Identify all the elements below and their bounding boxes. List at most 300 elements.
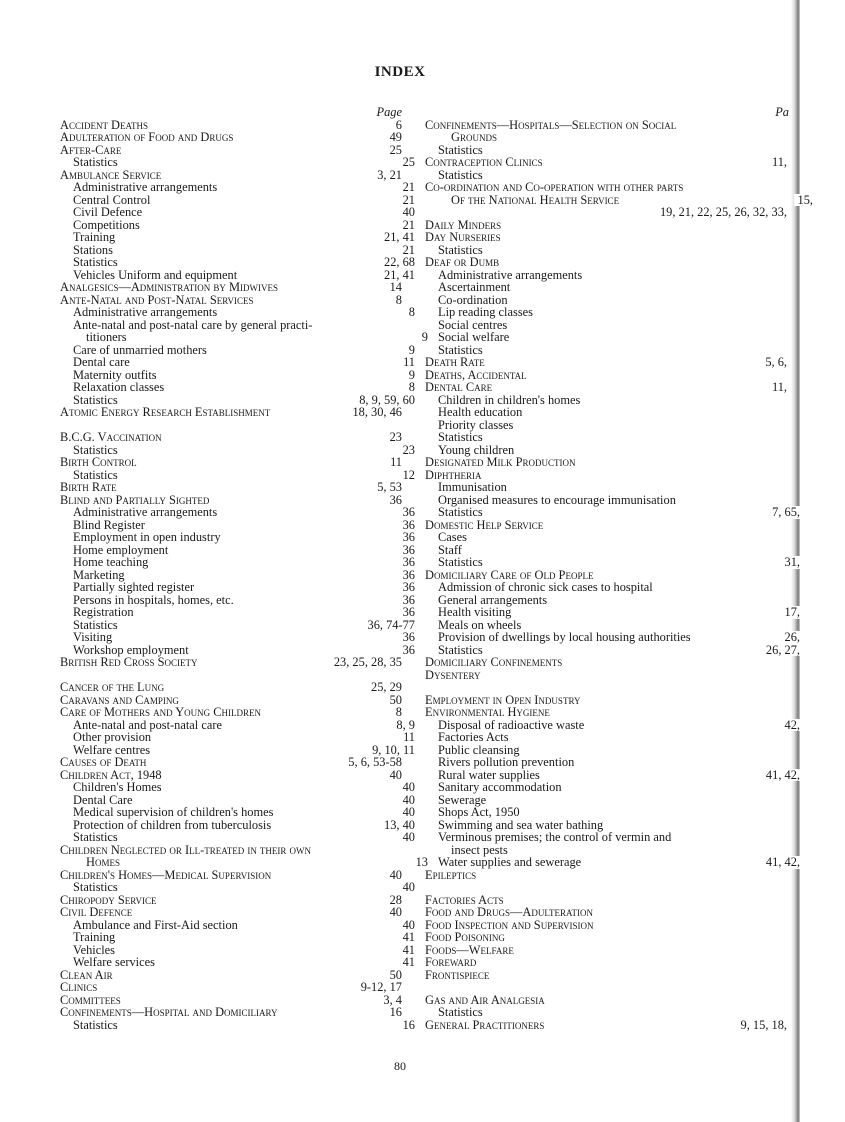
entry-label: Food Poisoning <box>425 930 505 944</box>
entry-page-refs: 22, 68 <box>380 256 415 269</box>
entry-page-refs: 5, 6, 53-58 <box>344 756 402 769</box>
entry-label: Blind Register <box>73 517 145 532</box>
entry-label: Vehicles Uniform and equipment <box>73 267 238 282</box>
entry-label: Factories Acts <box>425 892 504 907</box>
entry-page-refs: 23, 25, 28, 35 <box>330 656 402 669</box>
entry-label: Committees <box>60 992 121 1007</box>
entry-label: Health education <box>438 405 523 419</box>
entry-label: Statistics <box>73 255 118 269</box>
index-entry <box>425 181 789 194</box>
entry-label: After-Care <box>60 142 122 157</box>
entry-label: Confinements—Hospital and Domiciliary <box>60 1005 278 1019</box>
index-entry <box>425 431 802 444</box>
entry-label: Statistics <box>73 1017 118 1032</box>
index-entry <box>60 856 430 869</box>
entry-label: Homes <box>86 855 120 869</box>
entry-label: Home employment <box>73 542 169 557</box>
index-entry <box>60 1006 404 1019</box>
entry-label: Visiting <box>73 630 113 644</box>
entry-page-refs: 11, <box>768 156 787 169</box>
entry-label: Cancer of the Lung <box>60 680 165 694</box>
entry-label: Competitions <box>73 217 140 232</box>
index-entry <box>425 781 802 794</box>
entry-label: Statistics <box>438 342 483 357</box>
entry-page-refs: 40 <box>399 831 415 844</box>
entry-label: Statistics <box>73 880 118 894</box>
index-entry <box>425 631 802 644</box>
index-entry <box>60 1019 417 1032</box>
entry-label: Statistics <box>438 242 483 257</box>
entry-page-refs: 50 <box>386 969 402 982</box>
entry-label: Persons in hospitals, homes, etc. <box>73 592 234 607</box>
entry-label: Clean Air <box>60 967 113 982</box>
entry-label: Deaths, Accidental <box>425 367 527 382</box>
index-entry <box>60 806 417 819</box>
index-entry <box>60 606 417 619</box>
entry-page-refs: 12 <box>399 469 415 482</box>
entry-label: Water supplies and sewerage <box>438 855 582 869</box>
entry-label: Statistics <box>73 830 118 844</box>
entry-page-refs: 14 <box>386 281 402 294</box>
entry-label: Designated Milk Production <box>425 455 576 469</box>
entry-label: Statistics <box>438 642 483 657</box>
page-column-header-right: Pa <box>775 105 789 119</box>
entry-page-refs: 41, 42, <box>762 769 800 782</box>
entry-label: Ante-natal and post-natal care by general practi- <box>73 317 313 332</box>
entry-page-refs: 26, 27, <box>762 644 800 657</box>
index-entry <box>60 681 404 694</box>
entry-page-refs: 21, 41 <box>380 269 415 282</box>
entry-label: Staff <box>438 542 462 557</box>
index-entry <box>60 431 404 444</box>
index-entry <box>60 656 404 669</box>
entry-label: Statistics <box>73 617 118 632</box>
entry-page-refs: 40 <box>386 769 402 782</box>
entry-label: Admission of chronic sick cases to hospital <box>438 580 653 594</box>
index-entry <box>60 131 404 144</box>
entry-page-refs: 16 <box>399 1019 415 1032</box>
index-entry <box>425 406 802 419</box>
entry-label: Grounds <box>451 130 497 144</box>
entry-page-refs: 40 <box>386 906 402 919</box>
index-entry <box>60 881 417 894</box>
entry-page-refs: 36 <box>399 519 415 532</box>
entry-label: Confinements—Hospitals—Selection on Social <box>425 117 677 132</box>
entry-page-refs: 11, <box>768 381 787 394</box>
index-entry <box>425 331 802 344</box>
index-entry <box>60 581 417 594</box>
index-title: INDEX <box>374 64 426 80</box>
entry-label: Priority classes <box>438 417 514 432</box>
entry-label: Medical supervision of children's homes <box>73 805 274 819</box>
index-entry <box>60 331 430 344</box>
entry-page-refs: 13 <box>412 856 428 869</box>
entry-label: Dental Care <box>73 792 133 807</box>
entry-label: Sanitary accommodation <box>438 780 562 794</box>
entry-page-refs: 17, <box>781 606 801 619</box>
entry-label: Training <box>73 230 116 244</box>
entry-page-refs: 25 <box>386 144 402 157</box>
index-entry <box>425 456 789 469</box>
entry-label: Children's Homes <box>73 780 162 794</box>
entry-label: Domiciliary Confinements <box>425 655 563 669</box>
index-entry <box>425 1006 802 1019</box>
entry-label: Public cleansing <box>438 742 520 757</box>
entry-page-refs: 5, 6, <box>761 356 787 369</box>
entry-page-refs: 28 <box>386 894 402 907</box>
entry-page-refs: 11 <box>386 456 402 469</box>
index-entry <box>60 969 404 982</box>
entry-label: Young children <box>438 442 515 457</box>
entry-page-refs: 8 <box>392 294 402 307</box>
entry-label: Cases <box>438 530 467 544</box>
index-entry <box>425 506 802 519</box>
index-entry <box>425 306 802 319</box>
entry-label: Verminous premises; the control of vermin and <box>438 830 672 844</box>
entry-page-refs: 9 <box>418 331 428 344</box>
index-entry <box>425 256 789 269</box>
index-entry <box>60 531 417 544</box>
entry-page-refs: 21 <box>399 244 415 257</box>
index-entry <box>60 481 404 494</box>
index-entry <box>60 281 404 294</box>
index-entry <box>60 206 417 219</box>
entry-label: General arrangements <box>438 592 548 607</box>
entry-label: Daily Minders <box>425 217 502 232</box>
entry-page-refs: 19, 21, 22, 25, 26, 32, 33, <box>656 206 787 219</box>
entry-page-refs: 8 <box>405 381 415 394</box>
entry-page-refs: 42, <box>781 719 801 732</box>
index-entry <box>425 944 789 957</box>
index-gap <box>425 881 845 894</box>
index-entry <box>425 969 789 982</box>
index-entry <box>425 869 789 882</box>
entry-label: Dysentery <box>425 667 481 682</box>
entry-label: Disposal of radioactive waste <box>438 717 585 732</box>
entry-label: Food and Drugs—Adulteration <box>425 905 594 919</box>
entry-label: Dental Care <box>425 380 493 394</box>
entry-page-refs: 36 <box>399 569 415 582</box>
entry-label: Social welfare <box>438 330 510 344</box>
entry-label: Statistics <box>73 155 118 169</box>
entry-label: Ante-natal and post-natal care <box>73 717 222 732</box>
entry-label: Home teaching <box>73 555 149 569</box>
index-entry <box>60 931 417 944</box>
entry-page-refs: 9, 10, 11 <box>368 744 415 757</box>
entry-page-refs: 36 <box>386 494 402 507</box>
index-entry <box>60 756 404 769</box>
entry-label: Adulteration of Food and Drugs <box>60 130 234 144</box>
entry-page-refs: 36 <box>399 506 415 519</box>
entry-label: titioners <box>86 330 127 344</box>
entry-label: Welfare services <box>73 955 155 969</box>
index-entry <box>60 306 417 319</box>
entry-page-refs: 9 <box>405 369 415 382</box>
entry-label: Swimming and sea water bathing <box>438 817 604 832</box>
index-entry <box>425 606 802 619</box>
index-entry <box>60 631 417 644</box>
index-entry <box>60 956 417 969</box>
entry-label: Training <box>73 930 116 944</box>
entry-page-refs: 40 <box>399 806 415 819</box>
entry-label: Protection of children from tuberculosis <box>73 817 272 832</box>
entry-label: Causes of Death <box>60 755 147 769</box>
entry-label: Blind and Partially Sighted <box>60 492 210 507</box>
entry-page-refs: 21 <box>399 219 415 232</box>
entry-label: Statistics <box>73 442 118 457</box>
index-column-left <box>60 105 428 1032</box>
entry-label: Vehicles <box>73 942 115 957</box>
index-entry <box>425 156 789 169</box>
index-entry <box>60 381 417 394</box>
entry-page-refs: 36 <box>399 606 415 619</box>
entry-label: Statistics <box>438 505 483 519</box>
entry-page-refs: 21 <box>399 194 415 207</box>
entry-label: Stations <box>73 242 113 257</box>
entry-label: General Practitioners <box>425 1017 545 1032</box>
entry-page-refs: 16 <box>386 1006 402 1019</box>
entry-label: Statistics <box>438 555 483 569</box>
entry-label: Birth Rate <box>60 480 117 494</box>
entry-label: Statistics <box>438 167 483 182</box>
entry-label: Social centres <box>438 317 508 332</box>
entry-page-refs: 49 <box>386 131 402 144</box>
entry-page-refs: 8, 9, 59, 60 <box>355 394 415 407</box>
entry-page-refs: 36 <box>399 581 415 594</box>
entry-page-refs: 15, <box>794 194 814 207</box>
entry-page-refs: 41 <box>399 956 415 969</box>
entry-label: Contraception Clinics <box>425 155 543 169</box>
entry-label: Children Neglected or Ill-treated in their own <box>60 842 312 857</box>
entry-label: Epileptics <box>425 867 477 882</box>
entry-page-refs: 36 <box>399 531 415 544</box>
entry-page-refs: 21 <box>399 181 415 194</box>
entry-label: Co-ordination <box>438 292 508 307</box>
index-entry <box>425 856 802 869</box>
entry-page-refs: 8, 9 <box>392 719 415 732</box>
index-entry <box>60 156 417 169</box>
entry-label: Other provision <box>73 730 152 744</box>
entry-label: Statistics <box>73 392 118 407</box>
entry-label: Relaxation classes <box>73 380 165 394</box>
index-entry <box>425 131 815 144</box>
index-gap <box>425 681 845 694</box>
entry-label: Ante-Natal and Post-Natal Services <box>60 292 254 307</box>
entry-label: Central Control <box>73 192 151 207</box>
entry-label: B.C.G. Vaccination <box>60 430 162 444</box>
entry-label: Domestic Help Service <box>425 517 544 532</box>
index-entry <box>60 406 404 419</box>
index-entry <box>425 956 789 969</box>
entry-label: Lip reading classes <box>438 305 533 319</box>
entry-page-refs: 13, 40 <box>380 819 415 832</box>
entry-page-refs: 50 <box>386 694 402 707</box>
index-entry <box>60 231 417 244</box>
index-entry <box>60 456 404 469</box>
entry-label: Maternity outfits <box>73 367 157 382</box>
index-entry <box>60 706 404 719</box>
entry-page-refs: 3, 4 <box>379 994 402 1007</box>
entry-label: Provision of dwellings by local housing authorities <box>438 630 691 644</box>
entry-label: Employment in Open Industry <box>425 692 581 707</box>
index-entry <box>425 581 802 594</box>
entry-label: Ascertainment <box>438 280 511 294</box>
entry-label: Care of Mothers and Young Children <box>60 705 262 719</box>
index-entry <box>425 481 802 494</box>
entry-page-refs: 36 <box>399 631 415 644</box>
entry-label: Statistics <box>73 467 118 482</box>
entry-page-refs: 40 <box>399 881 415 894</box>
entry-label: Care of unmarried mothers <box>73 342 207 357</box>
entry-page-refs: 23 <box>386 431 402 444</box>
entry-page-refs: 25 <box>399 156 415 169</box>
entry-label: Administrative arrangements <box>73 305 218 319</box>
index-entry <box>60 556 417 569</box>
entry-page-refs: 41, 42, <box>762 856 800 869</box>
entry-label: Civil Defence <box>60 905 133 919</box>
entry-page-refs: 25, 29 <box>367 681 402 694</box>
index-entry <box>60 506 417 519</box>
entry-label: Marketing <box>73 567 125 582</box>
entry-label: Deaf or Dumb <box>425 255 500 269</box>
entry-label: Gas and Air Analgesia <box>425 992 545 1007</box>
page-column-header: Page <box>376 105 402 119</box>
entry-label: Foods—Welfare <box>425 942 514 957</box>
entry-page-refs: 6 <box>392 119 402 132</box>
index-entry <box>60 781 417 794</box>
entry-label: Domiciliary Care of Old People <box>425 567 594 582</box>
entry-label: Caravans and Camping <box>60 692 179 707</box>
entry-page-refs: 8 <box>405 306 415 319</box>
entry-label: Health visiting <box>438 605 512 619</box>
index-entry <box>60 356 417 369</box>
index-entry <box>425 231 789 244</box>
index-entry <box>425 831 802 844</box>
entry-label: Immunisation <box>438 480 507 494</box>
entry-label: Birth Control <box>60 455 137 469</box>
index-entry <box>425 556 802 569</box>
index-entry <box>425 381 789 394</box>
entry-label: Rural water supplies <box>438 767 540 782</box>
index-entry <box>425 656 789 669</box>
entry-label: Diphtheria <box>425 467 482 482</box>
entry-page-refs: 40 <box>399 781 415 794</box>
entry-label: Children in children's homes <box>438 392 581 407</box>
entry-label: Clinics <box>60 980 98 994</box>
index-entry <box>60 981 404 994</box>
entry-label: British Red Cross Society <box>60 655 198 669</box>
index-entry <box>425 706 789 719</box>
entry-page-refs: 3, 21 <box>373 169 402 182</box>
entry-page-refs: 8 <box>392 706 402 719</box>
entry-label: Co-ordination and Co-operation with other parts <box>425 180 684 194</box>
index-entry <box>425 531 802 544</box>
entry-page-refs: 9, 15, 18, <box>737 1019 787 1032</box>
entry-label: Environmental Hygiene <box>425 705 550 719</box>
index-entry <box>425 669 789 682</box>
entry-label: Chiropody Service <box>60 892 157 907</box>
index-entry <box>425 731 802 744</box>
entry-label: Ambulance Service <box>60 167 162 182</box>
entry-label: Statistics <box>438 1005 483 1019</box>
entry-label: Children's Homes—Medical Supervision <box>60 867 272 882</box>
entry-page-refs: 5, 53 <box>373 481 402 494</box>
entry-label: Death Rate <box>425 355 485 369</box>
entry-label: Dental care <box>73 355 130 369</box>
entry-label: Day Nurseries <box>425 230 501 244</box>
index-entry <box>425 1019 789 1032</box>
entry-label: Meals on wheels <box>438 617 522 632</box>
entry-page-refs: 11 <box>399 356 415 369</box>
entry-label: Administrative arrangements <box>73 180 218 194</box>
entry-page-refs: 31, <box>781 556 801 569</box>
entry-label: insect pests <box>451 842 508 857</box>
entry-page-refs: 36 <box>399 594 415 607</box>
entry-label: Rivers pollution prevention <box>438 755 575 769</box>
entry-label: Foreward <box>425 955 477 969</box>
entry-label: Of the National Health Service <box>451 192 620 207</box>
entry-page-refs: 18, 30, 46 <box>348 406 402 419</box>
index-entry <box>425 931 789 944</box>
entry-page-refs: 11 <box>399 731 415 744</box>
entry-label: Frontispiece <box>425 967 490 982</box>
entry-label: Administrative arrangements <box>73 505 218 519</box>
index-entry <box>425 756 802 769</box>
index-column-right <box>425 106 845 1031</box>
index-entry <box>425 806 802 819</box>
page-number: 80 <box>394 1059 406 1073</box>
index-entry <box>60 181 417 194</box>
entry-label: Ambulance and First-Aid section <box>73 917 238 932</box>
index-entry <box>60 256 417 269</box>
entry-label: Civil Defence <box>73 205 143 219</box>
right-entry-list <box>425 119 845 1032</box>
entry-page-refs: 40 <box>399 794 415 807</box>
entry-label: Statistics <box>438 430 483 444</box>
entry-label: Children Act, 1948 <box>60 767 162 782</box>
entry-label: Partially sighted register <box>73 580 195 594</box>
index-entry <box>425 206 789 219</box>
entry-page-refs: 36, 74-77 <box>364 619 416 632</box>
index-entry <box>60 906 404 919</box>
entry-page-refs: 41 <box>399 944 415 957</box>
index-entry <box>60 831 417 844</box>
entry-page-refs: 23 <box>399 444 415 457</box>
entry-label: Shops Act, 1950 <box>438 805 520 819</box>
entry-label: Factories Acts <box>438 730 509 744</box>
entry-page-refs: 36 <box>399 556 415 569</box>
left-entry-list <box>60 117 428 1032</box>
index-entry <box>60 731 417 744</box>
entry-page-refs: 40 <box>399 206 415 219</box>
entry-label: Food Inspection and Supervision <box>425 917 594 932</box>
entry-label: Statistics <box>438 142 483 157</box>
entry-page-refs: 26, <box>781 631 801 644</box>
entry-label: Sewerage <box>438 792 487 807</box>
entry-label: Administrative arrangements <box>438 267 583 282</box>
index-entry <box>425 906 789 919</box>
entry-label: Employment in open industry <box>73 530 221 544</box>
entry-page-refs: 36 <box>399 644 415 657</box>
entry-page-refs: 40 <box>399 919 415 932</box>
index-gap <box>425 981 845 994</box>
index-entry <box>425 281 802 294</box>
entry-page-refs: 9 <box>405 344 415 357</box>
entry-page-refs: 7, 65, <box>768 506 800 519</box>
entry-label: Atomic Energy Research Establishment <box>60 405 271 419</box>
entry-label: Registration <box>73 605 134 619</box>
entry-page-refs: 36 <box>399 544 415 557</box>
